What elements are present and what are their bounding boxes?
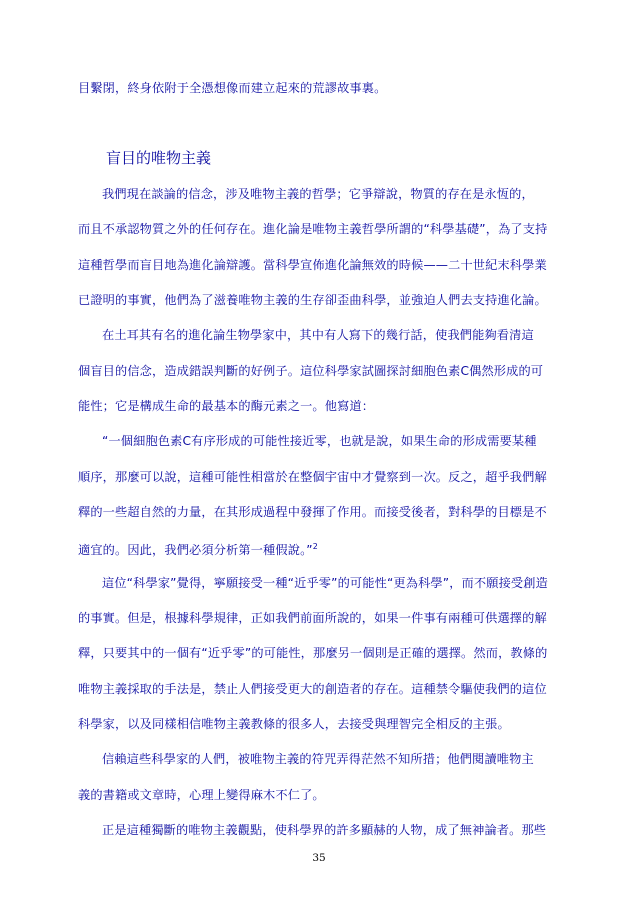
page-number: 35 [312,852,326,864]
text-line: 而且不承認物質之外的任何存在。進化論是唯物主義哲學所謂的“科學基礎”，為了支持 [78,222,548,236]
section-heading: 盲目的唯物主義 [106,149,212,167]
text-line: 在土耳其有名的進化論生物學家中，其中有人寫下的幾行話，使我們能夠看清這 [102,328,534,342]
text-line: 順序，那麼可以說，這種可能性相當於在整個宇宙中才覺察到一次。反之，超乎我們解 [78,470,547,484]
text-line: 這種哲學而盲目地為進化論辯護。當科學宣佈進化論無效的時候——二十世紀末科學業 [78,258,547,272]
text-line: 能性；它是構成生命的最基本的酶元素之一。他寫道： [78,399,375,413]
text-line: 唯物主義採取的手法是，禁止人們接受更大的創造者的存在。這種禁令驅使我們的這位 [78,682,547,696]
text-line: 釋的一些超自然的力量，在其形成過程中發揮了作用。而接受後者，對科學的目標是不 [78,505,547,519]
text-line: 我們現在談論的信念，涉及唯物主義的哲學；它爭辯說，物質的存在是永恆的， [102,187,534,201]
footnote-marker: 2 [312,542,319,551]
text-line: 科學家，以及同樣相信唯物主義教條的很多人，去接受與理智完全相反的主張。 [78,717,510,731]
text-line: 義的書籍或文章時，心理上變得麻木不仁了。 [78,788,325,802]
text-line: 的事實。但是，根據科學規律，正如我們前面所說的，如果一件事有兩種可供選擇的解 [78,611,547,625]
text-line: 信賴這些科學家的人們，被唯物主義的符咒弄得茫然不知所措；他們閱讀唯物主 [102,752,534,766]
text-line [78,539,318,558]
text-line: 釋，只要其中的一個有“近乎零”的可能性，那麼另一個則是正確的選擇。然而，教條的 [78,646,548,660]
text-span: 適宜的。因此，我們必須分析第一種假說。” [78,543,313,558]
text-line: 目繫閉，終身依附于全憑想像而建立起來的荒謬故事裏。 [78,81,387,95]
text-line: 正是這種獨斷的唯物主義觀點，使科學界的許多顯赫的人物，成了無神論者。那些 [102,823,547,837]
text-line: 已證明的事實，他們為了滋養唯物主義的生存卻歪曲科學，並強迫人們去支持進化論。 [78,293,547,307]
text-line: 個盲目的信念，造成錯誤判斷的好例子。這位科學家試圖探討細胞色素C偶然形成的可 [78,364,544,378]
text-line: “一個細胞色素C有序形成的可能性接近零，也就是說，如果生命的形成需要某種 [102,434,537,448]
text-line: 這位“科學家”覺得，寧願接受一種“近乎零”的可能性“更為科學”，而不願接受創造 [102,576,548,590]
